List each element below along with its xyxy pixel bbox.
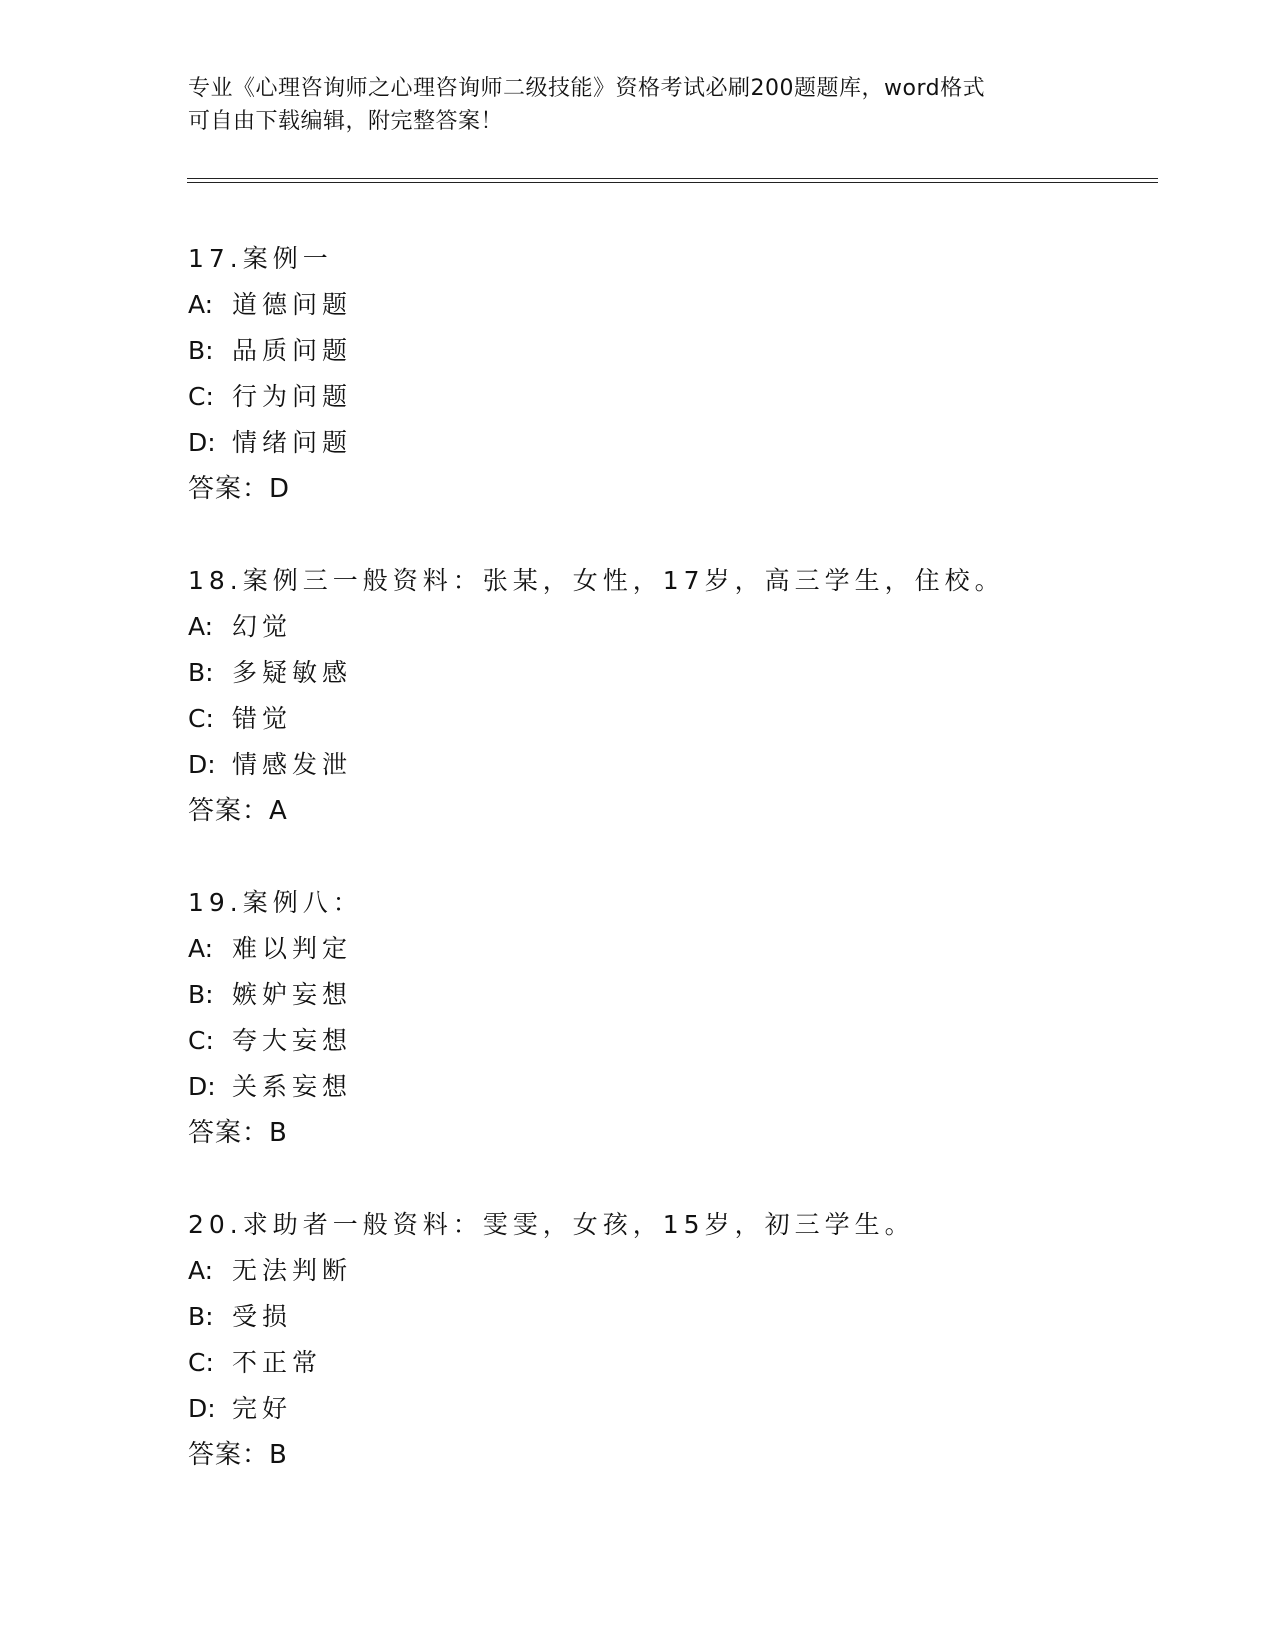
- option-a: [188, 282, 1188, 328]
- option-text: 幻觉: [232, 612, 293, 641]
- option-d: [188, 1064, 1188, 1110]
- option-letter: C:: [188, 1026, 214, 1055]
- option-c: [188, 696, 1188, 742]
- option-letter: C:: [188, 1348, 214, 1377]
- option-letter: B:: [188, 658, 214, 687]
- question-stem: 18.案例三一般资料：张某，女性，17岁，高三学生，住校。: [188, 566, 1005, 595]
- option-d: [188, 420, 1188, 466]
- option-b: [188, 1294, 1188, 1340]
- header-line-1: 专业《心理咨询师之心理咨询师二级技能》资格考试必刷200题题库，word格式: [188, 76, 986, 101]
- option-text: 情感发泄: [232, 750, 353, 779]
- option-c: [188, 374, 1188, 420]
- option-letter: A:: [188, 934, 214, 963]
- option-text: 行为问题: [232, 382, 353, 411]
- answer-line: 答案：A: [188, 796, 288, 826]
- option-letter: B:: [188, 980, 214, 1009]
- question-spacer: [188, 512, 1188, 558]
- question-17: [188, 236, 1188, 558]
- question-spacer: [188, 834, 1188, 880]
- question-19: [188, 880, 1188, 1202]
- question-list: [188, 236, 1188, 1478]
- option-letter: D:: [188, 750, 216, 779]
- option-letter: B:: [188, 336, 214, 365]
- option-text: 不正常: [232, 1348, 323, 1377]
- question-stem: 19.案例八：: [188, 888, 363, 917]
- option-d: [188, 1386, 1188, 1432]
- option-d: [188, 742, 1188, 788]
- option-a: [188, 1248, 1188, 1294]
- option-b: [188, 328, 1188, 374]
- option-text: 情绪问题: [232, 428, 353, 457]
- option-text: 嫉妒妄想: [232, 980, 353, 1009]
- option-text: 道德问题: [232, 290, 353, 319]
- option-a: [188, 926, 1188, 972]
- option-letter: B:: [188, 1302, 214, 1331]
- option-text: 多疑敏感: [232, 658, 353, 687]
- option-letter: D:: [188, 1394, 216, 1423]
- option-text: 夸大妄想: [232, 1026, 353, 1055]
- option-letter: A:: [188, 1256, 214, 1285]
- answer-line: 答案：D: [188, 474, 291, 504]
- option-c: [188, 1340, 1188, 1386]
- option-text: 难以判定: [232, 934, 353, 963]
- option-letter: D:: [188, 1072, 216, 1101]
- option-text: 错觉: [232, 704, 293, 733]
- option-text: 品质问题: [232, 336, 353, 365]
- document-header: [188, 72, 1088, 138]
- option-letter: D:: [188, 428, 216, 457]
- option-c: [188, 1018, 1188, 1064]
- header-divider: [187, 178, 1158, 183]
- option-text: 无法判断: [232, 1256, 353, 1285]
- option-b: [188, 972, 1188, 1018]
- question-spacer: [188, 1156, 1188, 1202]
- option-b: [188, 650, 1188, 696]
- answer-line: 答案：B: [188, 1440, 288, 1470]
- option-letter: C:: [188, 704, 214, 733]
- option-text: 关系妄想: [232, 1072, 353, 1101]
- option-letter: A:: [188, 612, 214, 641]
- option-text: 受损: [232, 1302, 293, 1331]
- option-text: 完好: [232, 1394, 293, 1423]
- question-stem: 20.求助者一般资料：雯雯，女孩，15岁，初三学生。: [188, 1210, 915, 1239]
- option-a: [188, 604, 1188, 650]
- answer-line: 答案：B: [188, 1118, 288, 1148]
- option-letter: A:: [188, 290, 214, 319]
- question-stem: 17.案例一: [188, 244, 333, 273]
- question-18: [188, 558, 1188, 880]
- header-line-2: 可自由下载编辑，附完整答案！: [188, 109, 504, 134]
- option-letter: C:: [188, 382, 214, 411]
- question-20: [188, 1202, 1188, 1478]
